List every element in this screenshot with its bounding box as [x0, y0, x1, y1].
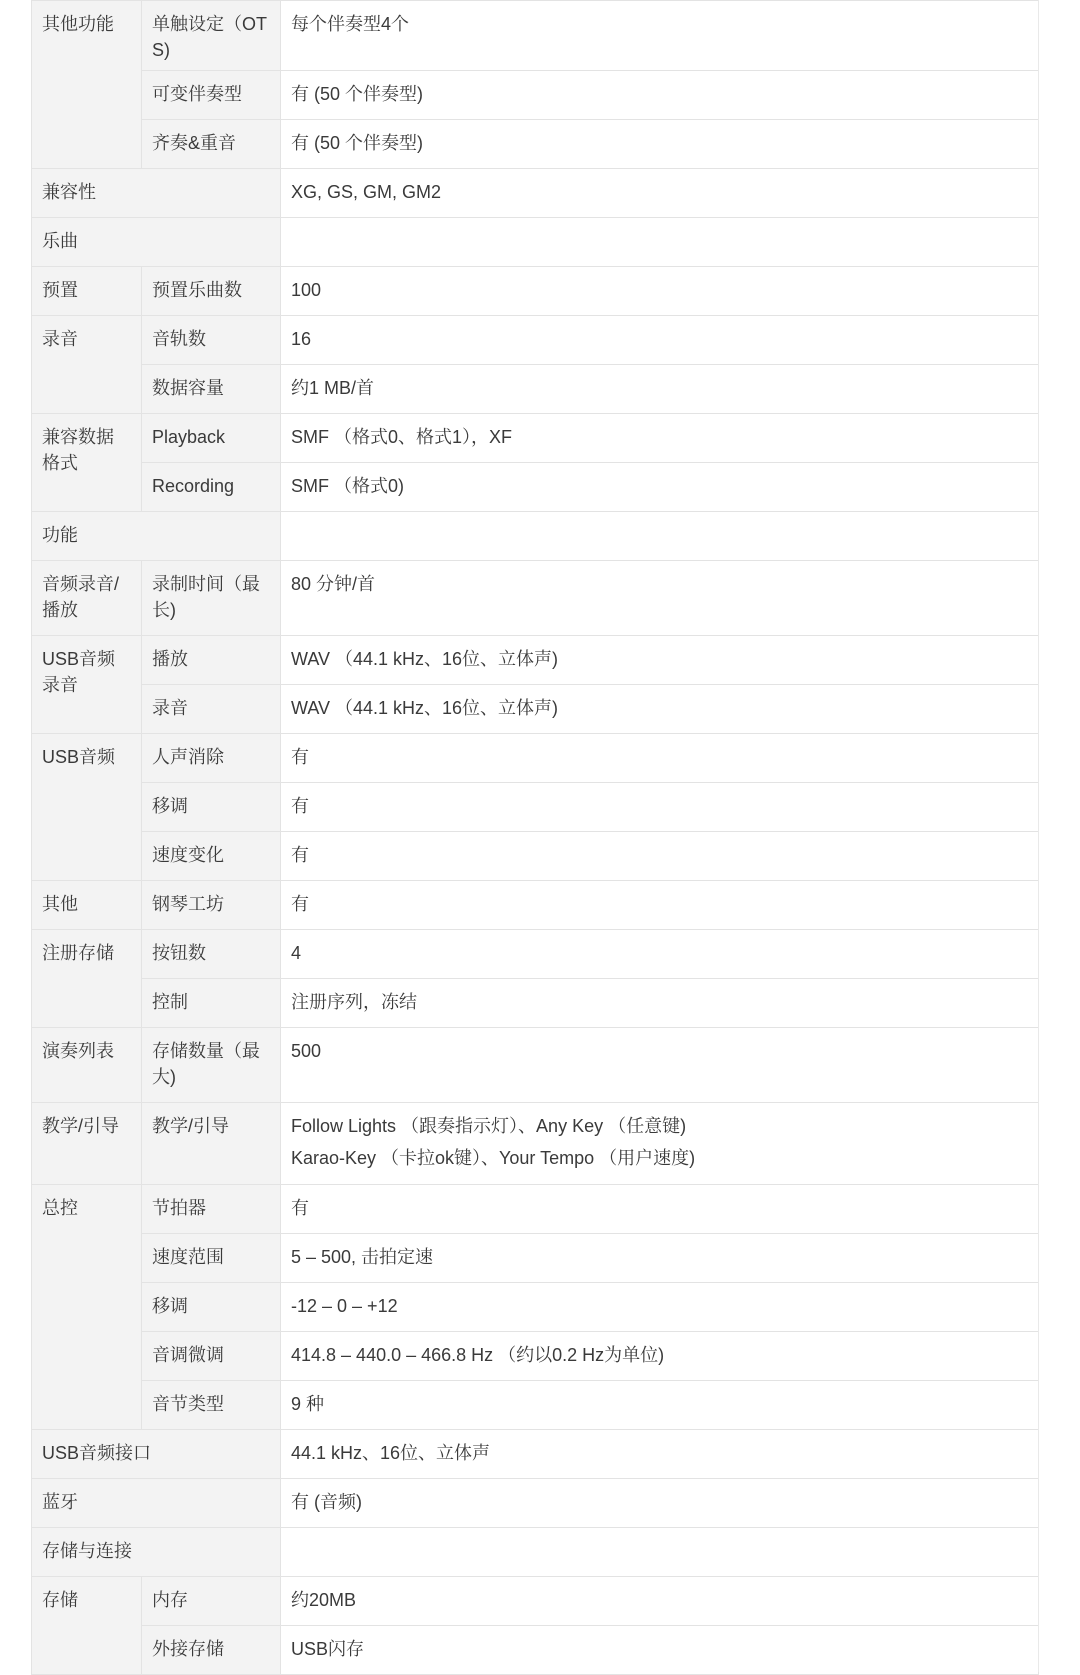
sub-label: 速度变化 [142, 832, 281, 881]
table-row [32, 1430, 1039, 1479]
spec-value: 44.1 kHz、16位、立体声 [281, 1430, 1039, 1479]
table-row [32, 1, 1039, 71]
group-label: 其他 [32, 881, 142, 930]
sub-label: 内存 [142, 1577, 281, 1626]
spec-value: XG, GS, GM, GM2 [281, 169, 1039, 218]
group-label: 教学/引导 [32, 1103, 142, 1185]
sub-label: 控制 [142, 979, 281, 1028]
spec-value: WAV （44.1 kHz、16位、立体声) [281, 685, 1039, 734]
table-row [32, 267, 1039, 316]
table-row [32, 930, 1039, 979]
sub-label: 录制时间（最长) [142, 561, 281, 636]
group-label: USB音频 [32, 734, 142, 881]
table-row [32, 1103, 1039, 1185]
table-row [32, 1577, 1039, 1626]
group-label: 兼容性 [32, 169, 281, 218]
group-label: 其他功能 [32, 1, 142, 169]
spec-value: 有 (50 个伴奏型) [281, 120, 1039, 169]
sub-label: 节拍器 [142, 1185, 281, 1234]
group-label: 注册存储 [32, 930, 142, 1028]
table-row [32, 414, 1039, 463]
group-label: 总控 [32, 1185, 142, 1430]
spec-value: USB闪存 [281, 1626, 1039, 1675]
sub-label: 人声消除 [142, 734, 281, 783]
spec-value-line: Karao-Key （卡拉ok键）、Your Tempo （用户速度) [291, 1148, 696, 1168]
sub-label: 外接存储 [142, 1626, 281, 1675]
table-row [32, 1332, 1039, 1381]
group-label: USB音频录音 [32, 636, 142, 734]
table-row [32, 169, 1039, 218]
spec-value: SMF （格式0) [281, 463, 1039, 512]
table-row [32, 1234, 1039, 1283]
spec-value: 有 [281, 734, 1039, 783]
spec-value: 有 (音频) [281, 1479, 1039, 1528]
spec-value: 有 [281, 783, 1039, 832]
sub-label: 录音 [142, 685, 281, 734]
table-row [32, 1283, 1039, 1332]
sub-label: 教学/引导 [142, 1103, 281, 1185]
table-row [32, 881, 1039, 930]
group-label: 兼容数据格式 [32, 414, 142, 512]
group-label: 音频录音/播放 [32, 561, 142, 636]
spec-table-container [31, 0, 1039, 1675]
section-row [32, 1528, 1039, 1577]
spec-value: 9 种 [281, 1381, 1039, 1430]
spec-value [281, 218, 1039, 267]
sub-label: 单触设定（OTS) [142, 1, 281, 71]
table-row [32, 365, 1039, 414]
sub-label: 钢琴工坊 [142, 881, 281, 930]
table-row [32, 1028, 1039, 1103]
sub-label: 速度范围 [142, 1234, 281, 1283]
group-label: 录音 [32, 316, 142, 414]
group-label: 存储 [32, 1577, 142, 1675]
table-row [32, 783, 1039, 832]
spec-value: 414.8 – 440.0 – 466.8 Hz （约以0.2 Hz为单位) [281, 1332, 1039, 1381]
spec-table [31, 0, 1039, 1675]
sub-label: 按钮数 [142, 930, 281, 979]
table-row [32, 979, 1039, 1028]
section-row [32, 512, 1039, 561]
sub-label: 移调 [142, 783, 281, 832]
spec-value: 5 – 500, 击拍定速 [281, 1234, 1039, 1283]
table-row [32, 1626, 1039, 1675]
sub-label: Playback [142, 414, 281, 463]
table-row [32, 71, 1039, 120]
spec-value: 有 [281, 1185, 1039, 1234]
table-row [32, 1479, 1039, 1528]
table-row [32, 463, 1039, 512]
table-row [32, 832, 1039, 881]
table-row [32, 120, 1039, 169]
group-label: 蓝牙 [32, 1479, 281, 1528]
section-label: 存储与连接 [32, 1528, 281, 1577]
sub-label: 播放 [142, 636, 281, 685]
section-row [32, 218, 1039, 267]
spec-value: 注册序列，冻结 [281, 979, 1039, 1028]
group-label: 演奏列表 [32, 1028, 142, 1103]
spec-value: 100 [281, 267, 1039, 316]
table-row [32, 734, 1039, 783]
table-row [32, 561, 1039, 636]
spec-value-line: Follow Lights （跟奏指示灯）、Any Key （任意键) [291, 1116, 687, 1136]
sub-label: Recording [142, 463, 281, 512]
spec-value: 约1 MB/首 [281, 365, 1039, 414]
sub-label: 数据容量 [142, 365, 281, 414]
spec-value: 4 [281, 930, 1039, 979]
spec-value: SMF （格式0、格式1），XF [281, 414, 1039, 463]
section-label: 乐曲 [32, 218, 281, 267]
page-edge-divider [1038, 0, 1039, 1672]
sub-label: 音轨数 [142, 316, 281, 365]
spec-value: 80 分钟/首 [281, 561, 1039, 636]
sub-label: 齐奏&重音 [142, 120, 281, 169]
sub-label: 可变伴奏型 [142, 71, 281, 120]
spec-value: 500 [281, 1028, 1039, 1103]
spec-value: 有 [281, 881, 1039, 930]
sub-label: 音节类型 [142, 1381, 281, 1430]
spec-value: 有 (50 个伴奏型) [281, 71, 1039, 120]
sub-label: 存储数量（最大) [142, 1028, 281, 1103]
spec-value: 有 [281, 832, 1039, 881]
spec-value: WAV （44.1 kHz、16位、立体声) [281, 636, 1039, 685]
spec-value: 约20MB [281, 1577, 1039, 1626]
table-row [32, 636, 1039, 685]
group-label: USB音频接口 [32, 1430, 281, 1479]
sub-label: 移调 [142, 1283, 281, 1332]
table-row [32, 316, 1039, 365]
sub-label: 预置乐曲数 [142, 267, 281, 316]
section-label: 功能 [32, 512, 281, 561]
table-row [32, 1185, 1039, 1234]
table-row [32, 1381, 1039, 1430]
group-label: 预置 [32, 267, 142, 316]
sub-label: 音调微调 [142, 1332, 281, 1381]
spec-value [281, 1103, 1039, 1185]
spec-value [281, 512, 1039, 561]
spec-value: -12 – 0 – +12 [281, 1283, 1039, 1332]
spec-value: 16 [281, 316, 1039, 365]
spec-value [281, 1528, 1039, 1577]
table-row [32, 685, 1039, 734]
spec-value: 每个伴奏型4个 [281, 1, 1039, 71]
